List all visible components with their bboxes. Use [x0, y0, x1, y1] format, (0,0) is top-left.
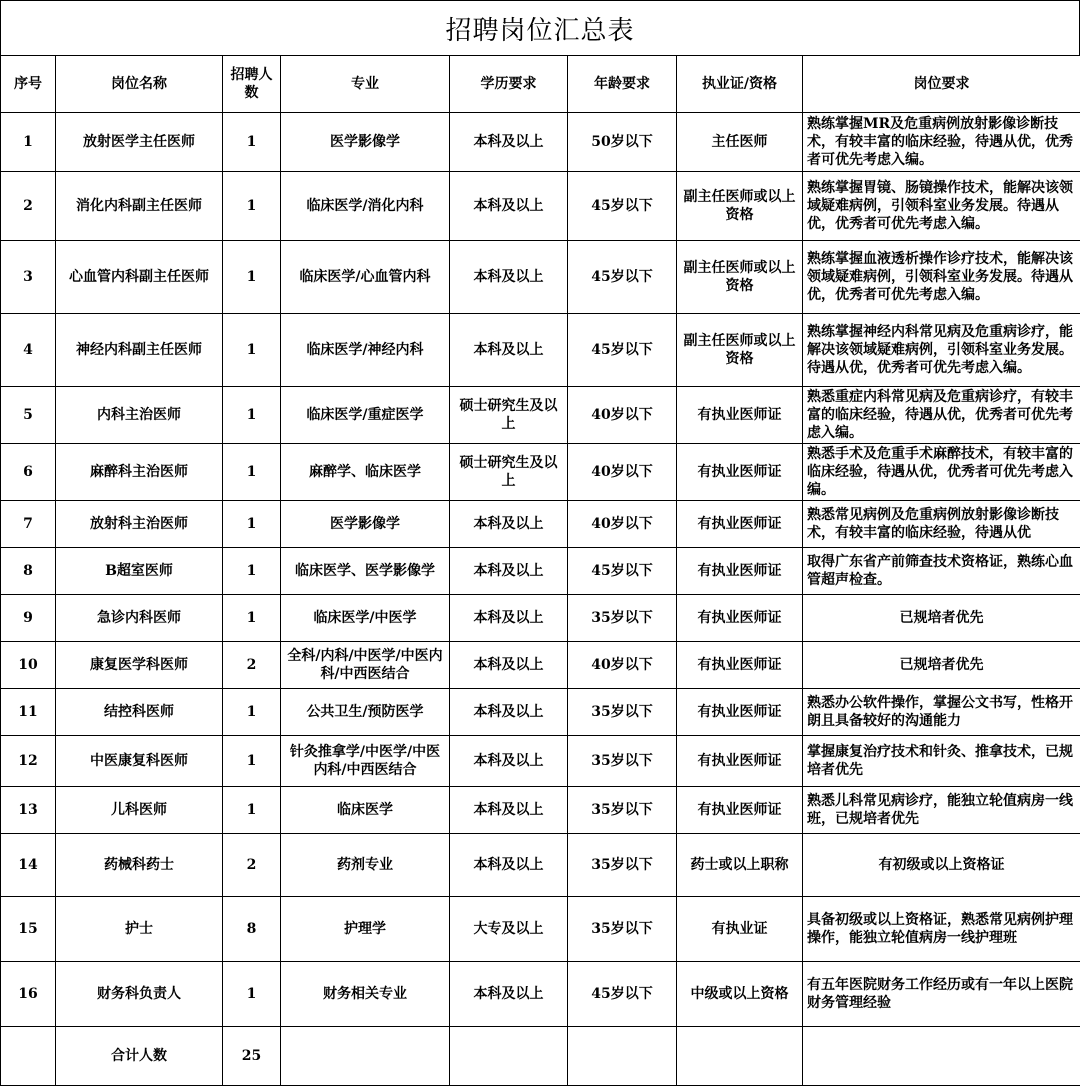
cell-age: 35岁以下 [568, 736, 677, 787]
cell-age: 45岁以下 [568, 314, 677, 387]
cell-certificate: 中级或以上资格 [677, 962, 803, 1027]
cell-certificate: 有执业医师证 [677, 787, 803, 834]
cell-count: 1 [223, 314, 281, 387]
cell-education: 硕士研究生及以上 [450, 444, 568, 501]
table-row [1, 689, 1080, 736]
cell-requirement: 熟练掌握MR及危重病例放射影像诊断技术，有较丰富的临床经验，待遇从优，优秀者可优先考虑入编。 [803, 113, 1080, 172]
cell-position-name: 康复医学科医师 [56, 642, 223, 689]
cell-requirement: 熟练掌握胃镜、肠镜操作技术，能解决该领域疑难病例，引领科室业务发展。待遇从优，优秀者可优先考虑入编。 [803, 172, 1080, 241]
total-count: 25 [223, 1027, 281, 1086]
cell-requirement: 取得广东省产前筛查技术资格证，熟练心血管超声检查。 [803, 548, 1080, 595]
cell-major: 药剂专业 [281, 834, 450, 897]
cell-age: 45岁以下 [568, 172, 677, 241]
cell-major: 公共卫生/预防医学 [281, 689, 450, 736]
cell-certificate: 有执业医师证 [677, 689, 803, 736]
header-cell-certificate: 执业证/资格 [677, 56, 803, 113]
cell-education: 本科及以上 [450, 241, 568, 314]
cell-position-name: 内科主治医师 [56, 387, 223, 444]
cell-major: 临床医学/心血管内科 [281, 241, 450, 314]
table-row [1, 501, 1080, 548]
cell-age: 50岁以下 [568, 113, 677, 172]
table-row [1, 241, 1080, 314]
cell-certificate: 有执业医师证 [677, 548, 803, 595]
cell-position-name: 心血管内科副主任医师 [56, 241, 223, 314]
cell-position-name: 结控科医师 [56, 689, 223, 736]
cell-certificate: 有执业医师证 [677, 642, 803, 689]
cell-age: 40岁以下 [568, 387, 677, 444]
cell-major: 临床医学/神经内科 [281, 314, 450, 387]
cell-education: 本科及以上 [450, 548, 568, 595]
cell-requirement: 熟练掌握神经内科常见病及危重病诊疗，能解决该领域疑难病例，引领科室业务发展。待遇从优，优秀者可优先考虑入编。 [803, 314, 1080, 387]
cell-education: 本科及以上 [450, 689, 568, 736]
table-row [1, 387, 1080, 444]
cell-requirement: 掌握康复治疗技术和针灸、推拿技术，已规培者优先 [803, 736, 1080, 787]
cell-education: 本科及以上 [450, 113, 568, 172]
cell-count: 1 [223, 501, 281, 548]
cell-count: 1 [223, 736, 281, 787]
cell-count: 1 [223, 241, 281, 314]
cell-certificate: 有执业医师证 [677, 444, 803, 501]
cell-no: 13 [1, 787, 56, 834]
cell-major: 医学影像学 [281, 113, 450, 172]
cell-position-name: 儿科医师 [56, 787, 223, 834]
header-cell-no: 序号 [1, 56, 56, 113]
cell-position-name: 急诊内科医师 [56, 595, 223, 642]
cell-position-name: 麻醉科主治医师 [56, 444, 223, 501]
cell-requirement: 已规培者优先 [803, 595, 1080, 642]
cell-no: 14 [1, 834, 56, 897]
cell-certificate: 有执业医师证 [677, 595, 803, 642]
cell-count: 8 [223, 897, 281, 962]
cell-major: 全科/内科/中医学/中医内科/中西医结合 [281, 642, 450, 689]
cell-no: 5 [1, 387, 56, 444]
empty-cell [281, 1027, 450, 1086]
cell-education: 本科及以上 [450, 642, 568, 689]
cell-no: 3 [1, 241, 56, 314]
cell-education: 本科及以上 [450, 736, 568, 787]
cell-age: 35岁以下 [568, 897, 677, 962]
cell-education: 本科及以上 [450, 314, 568, 387]
cell-position-name: 中医康复科医师 [56, 736, 223, 787]
cell-count: 1 [223, 689, 281, 736]
empty-cell [568, 1027, 677, 1086]
cell-count: 1 [223, 548, 281, 595]
cell-no: 9 [1, 595, 56, 642]
cell-requirement: 具备初级或以上资格证，熟悉常见病例护理操作，能独立轮值病房一线护理班 [803, 897, 1080, 962]
cell-position-name: B超室医师 [56, 548, 223, 595]
cell-age: 45岁以下 [568, 962, 677, 1027]
cell-no: 15 [1, 897, 56, 962]
cell-requirement: 有初级或以上资格证 [803, 834, 1080, 897]
cell-age: 35岁以下 [568, 787, 677, 834]
cell-position-name: 放射科主治医师 [56, 501, 223, 548]
cell-no: 6 [1, 444, 56, 501]
cell-requirement: 有五年医院财务工作经历或有一年以上医院财务管理经验 [803, 962, 1080, 1027]
cell-count: 1 [223, 113, 281, 172]
cell-certificate: 有执业医师证 [677, 501, 803, 548]
total-row [1, 1027, 1080, 1086]
cell-major: 护理学 [281, 897, 450, 962]
cell-education: 本科及以上 [450, 501, 568, 548]
cell-major: 财务相关专业 [281, 962, 450, 1027]
header-row [1, 56, 1080, 113]
cell-certificate: 有执业医师证 [677, 736, 803, 787]
cell-no: 16 [1, 962, 56, 1027]
table-row [1, 444, 1080, 501]
table-row [1, 595, 1080, 642]
cell-major: 临床医学 [281, 787, 450, 834]
cell-no: 2 [1, 172, 56, 241]
cell-position-name: 财务科负责人 [56, 962, 223, 1027]
cell-major: 临床医学/中医学 [281, 595, 450, 642]
cell-count: 2 [223, 834, 281, 897]
cell-requirement: 熟悉办公软件操作，掌握公文书写，性格开朗且具备较好的沟通能力 [803, 689, 1080, 736]
table-row [1, 834, 1080, 897]
cell-age: 35岁以下 [568, 595, 677, 642]
cell-certificate: 主任医师 [677, 113, 803, 172]
header-cell-age: 年龄要求 [568, 56, 677, 113]
cell-no: 12 [1, 736, 56, 787]
cell-position-name: 药械科药士 [56, 834, 223, 897]
cell-major: 医学影像学 [281, 501, 450, 548]
cell-education: 本科及以上 [450, 962, 568, 1027]
cell-certificate: 副主任医师或以上资格 [677, 172, 803, 241]
cell-age: 40岁以下 [568, 501, 677, 548]
cell-major: 麻醉学、临床医学 [281, 444, 450, 501]
cell-no: 8 [1, 548, 56, 595]
cell-age: 40岁以下 [568, 642, 677, 689]
cell-education: 本科及以上 [450, 787, 568, 834]
cell-no: 10 [1, 642, 56, 689]
empty-cell [1, 1027, 56, 1086]
cell-count: 1 [223, 172, 281, 241]
cell-position-name: 护士 [56, 897, 223, 962]
cell-education: 本科及以上 [450, 595, 568, 642]
table-row [1, 736, 1080, 787]
cell-no: 7 [1, 501, 56, 548]
total-label: 合计人数 [56, 1027, 223, 1086]
header-cell-name: 岗位名称 [56, 56, 223, 113]
table-row [1, 314, 1080, 387]
cell-count: 1 [223, 595, 281, 642]
cell-no: 1 [1, 113, 56, 172]
positions-table [0, 55, 1080, 1086]
cell-requirement: 熟悉儿科常见病诊疗，能独立轮值病房一线班，已规培者优先 [803, 787, 1080, 834]
table-row [1, 113, 1080, 172]
cell-requirement: 熟悉常见病例及危重病例放射影像诊断技术，有较丰富的临床经验，待遇从优 [803, 501, 1080, 548]
cell-education: 大专及以上 [450, 897, 568, 962]
cell-count: 1 [223, 962, 281, 1027]
cell-count: 1 [223, 387, 281, 444]
header-cell-count: 招聘人数 [223, 56, 281, 113]
table-row [1, 642, 1080, 689]
header-cell-education: 学历要求 [450, 56, 568, 113]
cell-certificate: 副主任医师或以上资格 [677, 241, 803, 314]
cell-position-name: 消化内科副主任医师 [56, 172, 223, 241]
cell-count: 1 [223, 787, 281, 834]
cell-requirement: 已规培者优先 [803, 642, 1080, 689]
cell-age: 45岁以下 [568, 241, 677, 314]
cell-major: 针灸推拿学/中医学/中医内科/中西医结合 [281, 736, 450, 787]
table-row [1, 962, 1080, 1027]
empty-cell [450, 1027, 568, 1086]
table-row [1, 787, 1080, 834]
cell-no: 11 [1, 689, 56, 736]
cell-age: 45岁以下 [568, 548, 677, 595]
table-row [1, 897, 1080, 962]
cell-certificate: 有执业医师证 [677, 387, 803, 444]
cell-major: 临床医学、医学影像学 [281, 548, 450, 595]
cell-certificate: 有执业证 [677, 897, 803, 962]
page-title: 招聘岗位汇总表 [0, 0, 1080, 55]
cell-requirement: 熟练掌握血液透析操作诊疗技术，能解决该领域疑难病例，引领科室业务发展。待遇从优，优秀者可优先考虑入编。 [803, 241, 1080, 314]
cell-major: 临床医学/重症医学 [281, 387, 450, 444]
cell-requirement: 熟悉手术及危重手术麻醉技术，有较丰富的临床经验，待遇从优，优秀者可优先考虑入编。 [803, 444, 1080, 501]
table-row [1, 548, 1080, 595]
header-cell-requirement: 岗位要求 [803, 56, 1080, 113]
cell-position-name: 神经内科副主任医师 [56, 314, 223, 387]
cell-education: 本科及以上 [450, 834, 568, 897]
cell-education: 硕士研究生及以上 [450, 387, 568, 444]
empty-cell [677, 1027, 803, 1086]
cell-certificate: 药士或以上职称 [677, 834, 803, 897]
table-row [1, 172, 1080, 241]
cell-requirement: 熟悉重症内科常见病及危重病诊疗，有较丰富的临床经验，待遇从优，优秀者可优先考虑入编。 [803, 387, 1080, 444]
cell-position-name: 放射医学主任医师 [56, 113, 223, 172]
cell-certificate: 副主任医师或以上资格 [677, 314, 803, 387]
cell-education: 本科及以上 [450, 172, 568, 241]
cell-no: 4 [1, 314, 56, 387]
cell-count: 2 [223, 642, 281, 689]
empty-cell [803, 1027, 1080, 1086]
cell-age: 35岁以下 [568, 834, 677, 897]
cell-age: 35岁以下 [568, 689, 677, 736]
cell-major: 临床医学/消化内科 [281, 172, 450, 241]
header-cell-major: 专业 [281, 56, 450, 113]
cell-age: 40岁以下 [568, 444, 677, 501]
cell-count: 1 [223, 444, 281, 501]
